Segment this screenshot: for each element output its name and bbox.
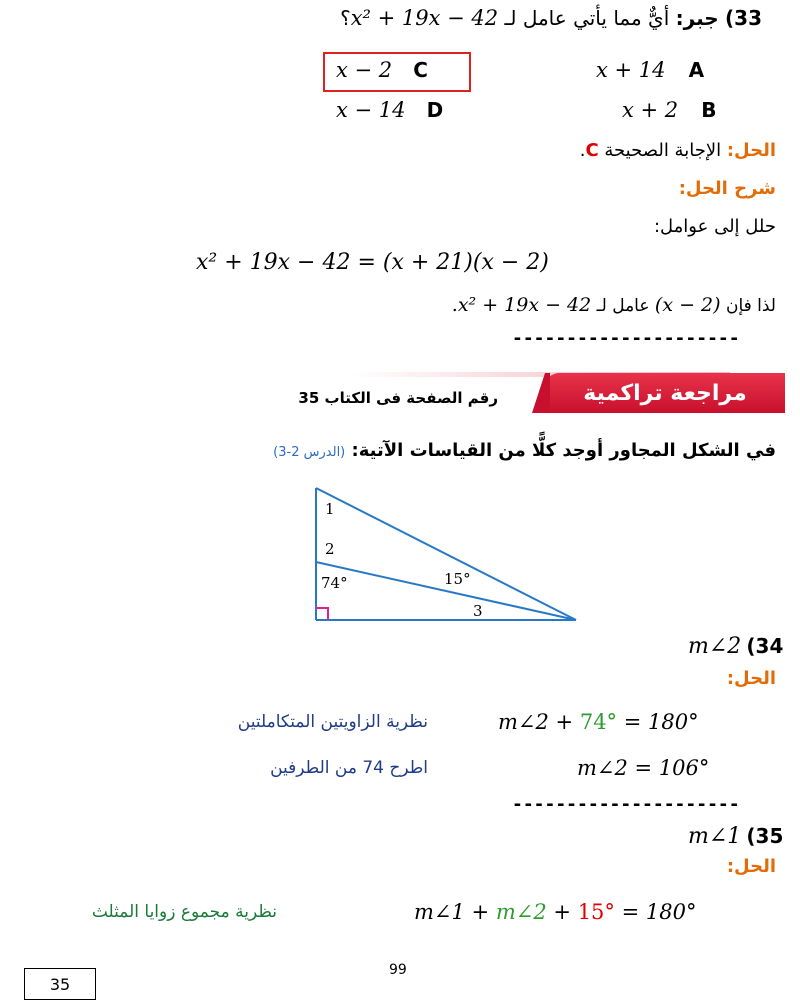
q35-expr: m∠1 bbox=[688, 824, 742, 849]
q33-solution-letter: C bbox=[585, 140, 599, 161]
q35-heading bbox=[688, 824, 783, 849]
q33-factor-equation: x² + 19x − 42 = (x + 21)(x − 2) bbox=[196, 250, 549, 275]
q34-solution-label: الحل: bbox=[726, 668, 776, 689]
page-box-number: 35 bbox=[49, 974, 71, 994]
q35-line1 bbox=[414, 900, 696, 924]
option-a[interactable] bbox=[596, 58, 704, 82]
q33-label: جبر: bbox=[675, 6, 719, 30]
option-d-expr: x − 14 bbox=[336, 98, 406, 122]
q35-number: (35 bbox=[746, 824, 784, 848]
q34-line2: m∠2 = 106° bbox=[577, 756, 710, 780]
angle-label-3: 3 bbox=[473, 602, 483, 620]
option-b-expr: x + 2 bbox=[622, 98, 679, 122]
review-banner bbox=[545, 373, 785, 413]
lesson-ref: (الدرس 2-3) bbox=[273, 445, 346, 460]
option-a-expr: x + 14 bbox=[596, 58, 666, 82]
option-c-expr: x − 2 bbox=[336, 58, 393, 82]
triangle-figure bbox=[300, 480, 590, 630]
q35-line1-reason: نظرية مجموع زوايا المثلث bbox=[91, 902, 277, 922]
q34-line1-reason: نظرية الزاويتين المتكاملتين bbox=[237, 712, 428, 732]
q33-solution-text: الإجابة الصحيحة bbox=[604, 140, 722, 161]
review-page-ref: رقم الصفحة فى الكتاب 35 bbox=[298, 389, 498, 407]
review-instruction-line bbox=[273, 440, 776, 461]
q33-conclusion-prefix: لذا فإن bbox=[725, 296, 776, 316]
option-a-letter: A bbox=[688, 58, 705, 82]
q35-line1-end: = 180° bbox=[621, 900, 697, 924]
q35-line1-red: 15° bbox=[577, 900, 615, 924]
review-instruction: في الشكل المجاور أوجد كلًّا من القياسات الآتية: bbox=[351, 440, 776, 461]
q33-conclusion-factor: (x − 2) bbox=[654, 294, 721, 316]
q33-line bbox=[340, 6, 762, 30]
q33-explanation-heading: شرح الحل: bbox=[678, 178, 776, 199]
angle-label-1: 1 bbox=[325, 500, 335, 518]
q35-solution-label: الحل: bbox=[726, 856, 776, 877]
option-d-letter: D bbox=[426, 98, 444, 122]
option-d[interactable] bbox=[336, 98, 443, 122]
q34-line1-green: 74° bbox=[579, 710, 618, 734]
q34-number: (34 bbox=[746, 634, 784, 658]
page-number: 99 bbox=[389, 962, 407, 978]
q33-expression: x² + 19x − 42 bbox=[350, 6, 499, 30]
q34-heading bbox=[688, 634, 783, 659]
q33-solution bbox=[580, 140, 776, 161]
option-b[interactable] bbox=[622, 98, 717, 122]
right-angle-marker bbox=[316, 608, 328, 620]
divider-2: --------------------- bbox=[512, 794, 740, 815]
q33-factor-intro: حلل إلى عوامل: bbox=[653, 216, 776, 237]
q35-line1-a: m∠1 + bbox=[414, 900, 490, 924]
option-c[interactable] bbox=[336, 58, 428, 82]
option-b-letter: B bbox=[701, 98, 717, 122]
q33-solution-period: . bbox=[579, 140, 586, 161]
q35-line1-green: m∠2 bbox=[495, 900, 547, 924]
review-title: مراجعة تراكمية bbox=[583, 380, 747, 406]
page-box bbox=[24, 968, 96, 1000]
q33-question: أيٌّ مما يأتي عامل لـ bbox=[504, 6, 670, 30]
q35-line1-plus: + bbox=[553, 900, 571, 924]
q33-solution-label: الحل: bbox=[726, 140, 776, 161]
q33-number: 33) bbox=[725, 6, 762, 30]
triangle-hypotenuse bbox=[316, 488, 576, 620]
q33-conclusion bbox=[452, 294, 776, 316]
q33-conclusion-middle: عامل لـ bbox=[596, 296, 650, 316]
divider-1: --------------------- bbox=[512, 328, 740, 349]
q34-line1-right: = 180° bbox=[623, 710, 699, 734]
q34-line2-reason: اطرح 74 من الطرفين bbox=[270, 758, 428, 778]
q33-conclusion-expr: .x² + 19x − 42 bbox=[451, 294, 592, 316]
angle-label-2: 2 bbox=[325, 540, 335, 558]
banner-tab-tail bbox=[510, 373, 550, 413]
q34-line1-left: m∠2 + bbox=[498, 710, 574, 734]
angle-label-15: 15° bbox=[444, 570, 471, 588]
q34-expr: m∠2 bbox=[688, 634, 742, 659]
option-c-letter: C bbox=[413, 58, 428, 82]
angle-label-74: 74° bbox=[321, 574, 348, 592]
q34-line1 bbox=[498, 710, 699, 734]
q33-qmark: ؟ bbox=[340, 6, 351, 30]
